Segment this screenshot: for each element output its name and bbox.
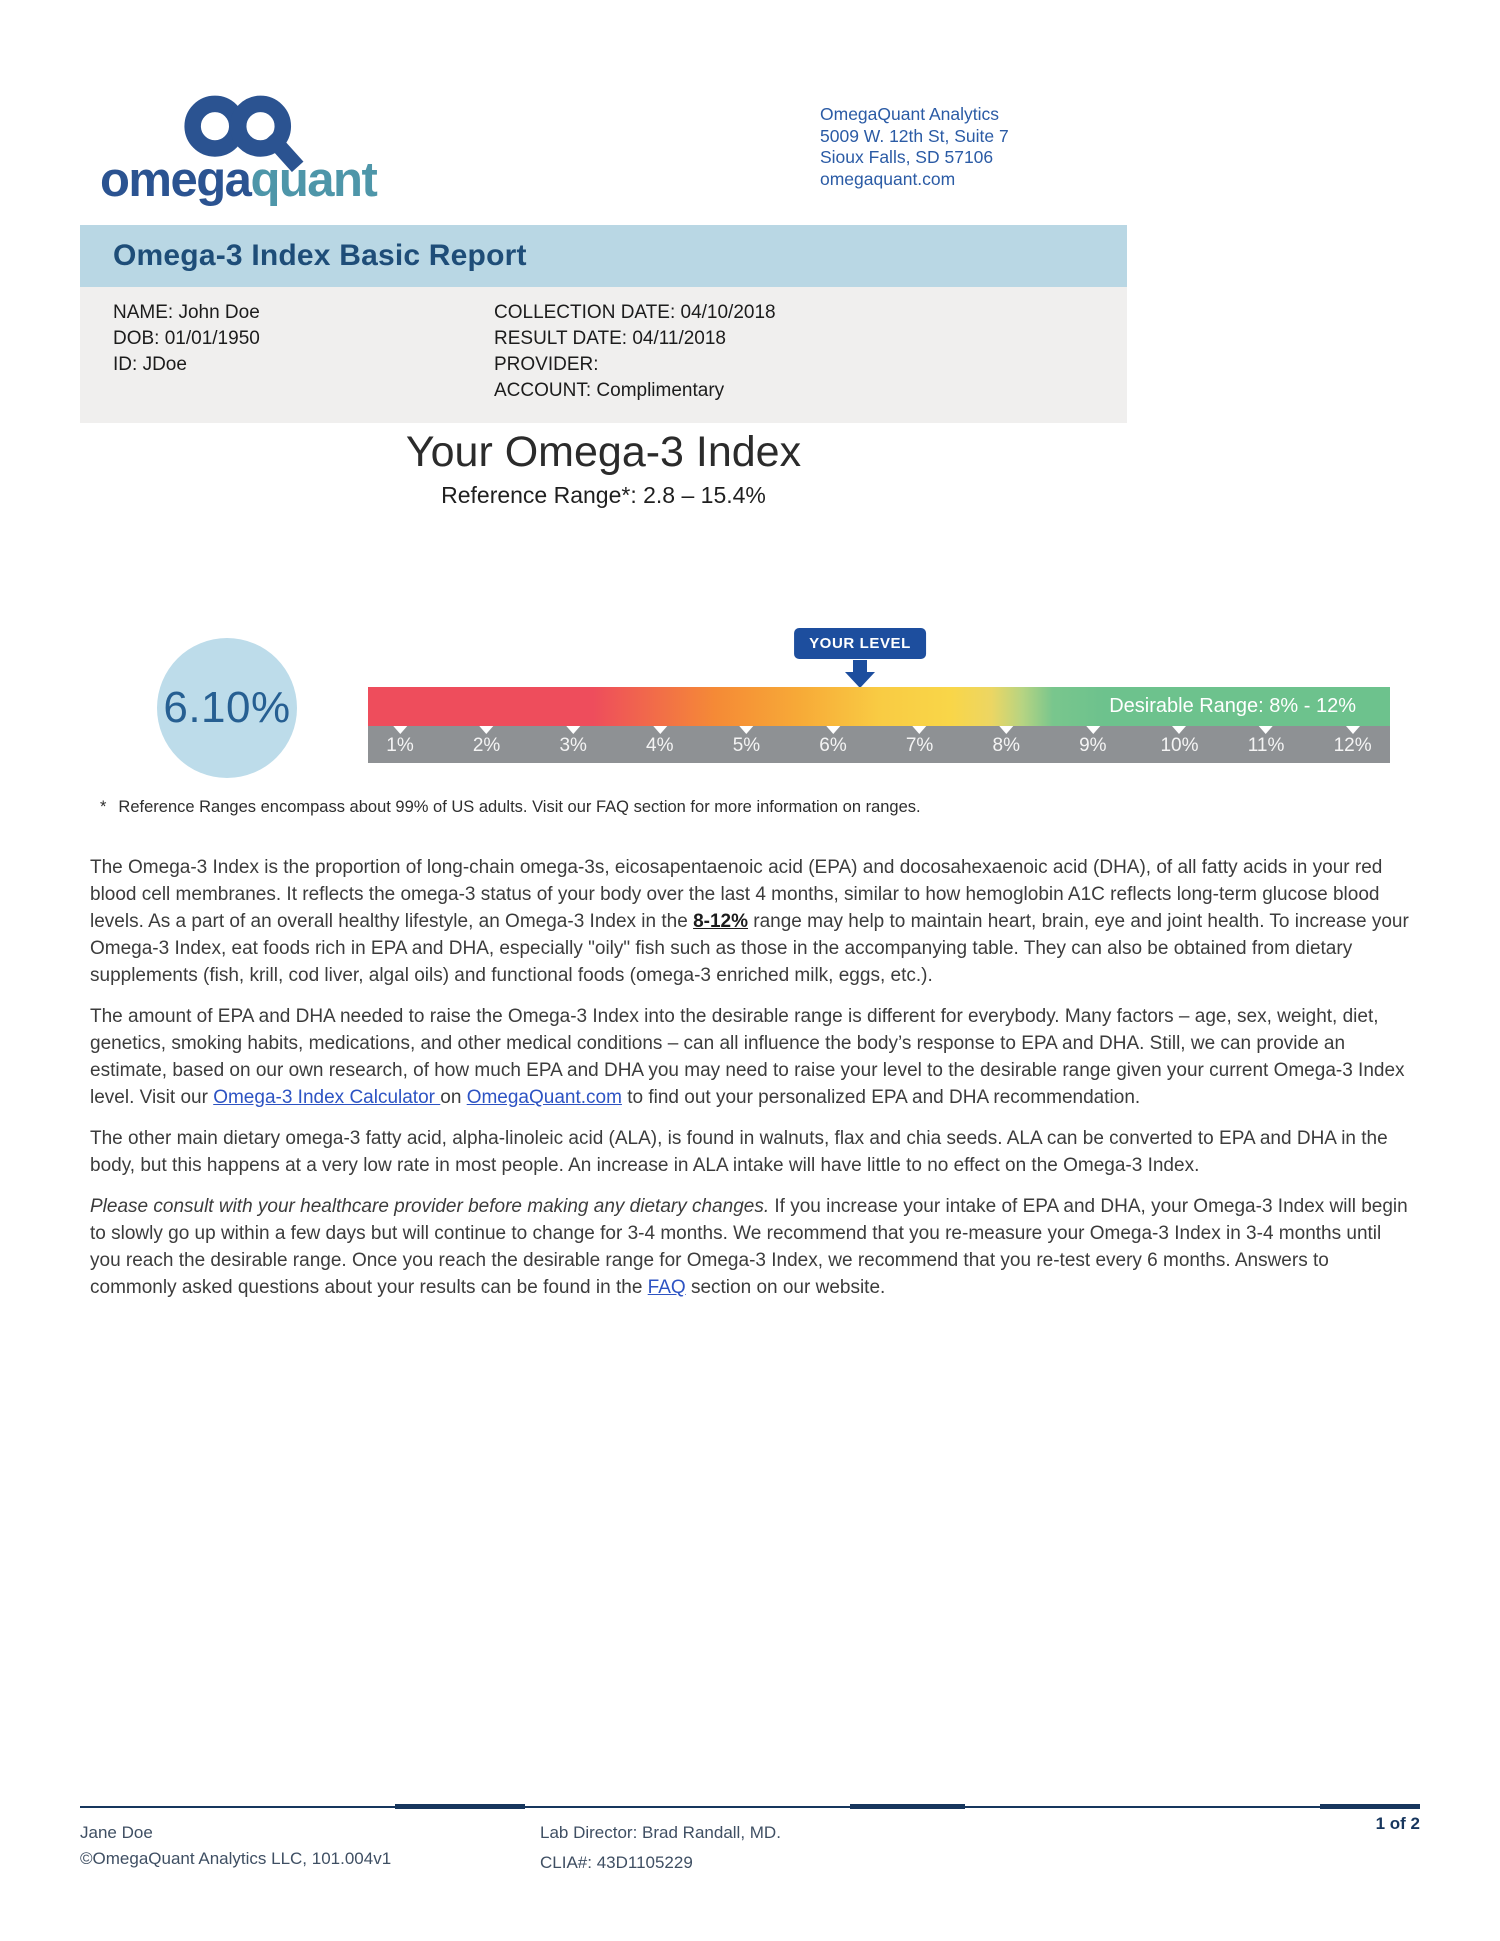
collection-date-value: 04/10/2018 — [680, 302, 776, 323]
p4-italic-disclaimer: Please consult with your healthcare provider before making any dietary changes. — [90, 1196, 770, 1217]
footer-lab-director: Lab Director: Brad Randall, MD. — [540, 1823, 781, 1842]
p2-text-c: to find out your personalized EPA and DHA recommendation. — [621, 1087, 1141, 1108]
result-date-value: 04/11/2018 — [632, 328, 726, 349]
patient-info-box — [80, 287, 1127, 423]
tick-triangle-icon — [653, 726, 667, 734]
tick-triangle-icon — [566, 726, 580, 734]
patient-dob-value: 01/01/1950 — [164, 328, 260, 349]
result-date-label: RESULT DATE: — [494, 328, 633, 349]
p1-text-b: range may help to maintain heart, brain, eye and joint health. To increase your Omega-3 Index, eat foods rich in EPA and DHA, especially "oily" fish such as those in the accompanying table. They can also be obtained from dietary supplements (fish, krill, cod liver, algal oils) and functional foods (omega-3 enriched milk, eggs, etc.). — [90, 911, 1409, 986]
paragraph-retest-advice — [90, 1193, 1416, 1301]
tick-triangle-icon — [826, 726, 840, 734]
paragraph-ala — [90, 1125, 1416, 1179]
address-line-street: 5009 W. 12th St, Suite 7 — [820, 125, 1009, 146]
tick-triangle-icon — [393, 726, 407, 734]
tick-triangle-icon — [739, 726, 753, 734]
footer-divider-segment — [850, 1804, 965, 1809]
account-label: ACCOUNT: — [494, 380, 597, 401]
patient-id-value: JDoe — [142, 354, 187, 375]
your-level-badge — [794, 628, 926, 659]
paragraph-omega3-overview — [90, 854, 1416, 989]
patient-info-left-column — [113, 300, 260, 378]
p3-text: The other main dietary omega-3 fatty acid, alpha-linoleic acid (ALA), is found in walnuts, flax and chia seeds. ALA can be converted to EPA and DHA in the body, but this happens at a very low rate in most people. An increase in ALA intake will have little to no effect on the Omega-3 Index. — [90, 1128, 1388, 1176]
reference-range-subtitle: Reference Range*: 2.8 – 15.4% — [441, 482, 766, 508]
tick-triangle-icon — [1346, 726, 1360, 734]
account-value: Complimentary — [596, 380, 725, 401]
provider-row — [494, 352, 776, 378]
gauge-tick-3: 3% — [559, 726, 586, 757]
gauge-tick-band — [368, 726, 1390, 763]
p1-range-emphasis: 8-12% — [693, 911, 748, 932]
gauge-tick-2: 2% — [473, 726, 500, 757]
tick-triangle-icon — [1086, 726, 1100, 734]
report-title: Omega-3 Index Basic Report — [113, 239, 527, 272]
gauge-tick-1: 1% — [386, 726, 413, 757]
p1-text-a: The Omega-3 Index is the proportion of long-chain omega-3s, eicosapentaenoic acid (EPA) and docosahexaenoic acid (DHA), of all fatty acids in your red blood cell membranes. It reflects the omega-3 status of your body over the last 4 months, similar to how hemoglobin A1C reflects long-term glucose blood levels. As a part of an overall healthy lifestyle, an Omega-3 Index in the — [90, 857, 1383, 932]
omega3-index-value: 6.10% — [163, 683, 291, 732]
your-level-label: YOUR LEVEL — [809, 635, 911, 652]
reference-range-footnote — [100, 798, 921, 817]
gauge-tick-11: 11% — [1248, 726, 1285, 757]
result-heading: Your Omega-3 Index — [405, 428, 802, 476]
collection-date-label: COLLECTION DATE: — [494, 302, 681, 323]
p4-text-a: If you increase your intake of EPA and DHA, your Omega-3 Index will begin to slowly go up within a few days but will continue to change for 3-4 months. We recommend that you re-measure your Omega-3 Index in 3-4 months until you reach the desirable range. Once you reach the desirable range for Omega-3 Index, we recommend that you re-test every 6 months. Answers to commonly asked questions about your results can be found in the — [90, 1196, 1408, 1298]
omegaquant-wordmark — [100, 153, 377, 207]
patient-dob-row — [113, 326, 260, 352]
account-row — [494, 378, 776, 404]
report-title-bar — [80, 225, 1127, 287]
footer-divider-segment — [395, 1804, 525, 1809]
wordmark-omega: omega — [100, 153, 251, 207]
omega3-index-gauge — [368, 687, 1390, 763]
gauge-gradient-band — [368, 687, 1390, 726]
tick-triangle-icon — [1172, 726, 1186, 734]
omega3-index-value-circle — [157, 638, 297, 778]
patient-name-row — [113, 300, 260, 326]
footer-provider-name: Jane Doe — [80, 1823, 153, 1842]
tick-triangle-icon — [1259, 726, 1273, 734]
patient-info-right-column — [494, 300, 776, 404]
arrow-stem — [853, 660, 867, 672]
footnote-asterisk: * — [100, 798, 107, 816]
collection-date-row — [494, 300, 776, 326]
wordmark-quant: quant — [250, 153, 377, 207]
footer-copyright: ©OmegaQuant Analytics LLC, 101.004v1 — [80, 1849, 392, 1868]
footer-clia-number: CLIA#: 43D1105229 — [540, 1853, 693, 1872]
tick-triangle-icon — [480, 726, 494, 734]
paragraph-epa-dha-estimate — [90, 1003, 1416, 1111]
patient-name-value: John Doe — [178, 302, 260, 323]
p4-text-b: section on our website. — [685, 1277, 886, 1298]
footer-center-block — [540, 1820, 781, 1876]
footnote-text: Reference Ranges encompass about 99% of US adults. Visit our FAQ section for more information on ranges. — [118, 798, 921, 816]
footer-divider-segment — [1320, 1804, 1420, 1809]
company-address-block — [820, 104, 1009, 190]
gauge-tick-5: 5% — [733, 726, 760, 757]
address-line-city: Sioux Falls, SD 57106 — [820, 147, 994, 167]
p2-text-a: The amount of EPA and DHA needed to raise the Omega-3 Index into the desirable range is different for everybody. Many factors – age, sex, weight, diet, genetics, smoking habits, medications, and other medical conditions – can all influence the body’s response to EPA and DHA. Still, we can provide an estimate, based on our own research, of how much EPA and DHA you may need to raise your level to the desirable range given your current Omega-3 Index level. Visit our — [90, 1006, 1405, 1108]
omega3-index-calculator-link[interactable]: Omega-3 Index Calculator — [213, 1087, 441, 1108]
gauge-tick-7: 7% — [906, 726, 933, 757]
address-line-company: OmegaQuant Analytics — [820, 104, 999, 124]
footer-left-block — [80, 1820, 391, 1872]
patient-id-label: ID: — [113, 354, 143, 375]
result-date-row — [494, 326, 776, 352]
gauge-tick-9: 9% — [1079, 726, 1106, 757]
arrow-head — [845, 672, 875, 688]
tick-triangle-icon — [913, 726, 927, 734]
gauge-tick-4: 4% — [646, 726, 673, 757]
desirable-range-label: Desirable Range: 8% - 12% — [1109, 695, 1356, 717]
gauge-tick-8: 8% — [993, 726, 1020, 757]
gauge-tick-6: 6% — [819, 726, 846, 757]
report-body-text — [90, 854, 1416, 1315]
p2-text-b: on — [440, 1087, 467, 1108]
gauge-tick-10: 10% — [1160, 726, 1198, 757]
patient-dob-label: DOB: — [113, 328, 165, 349]
your-level-arrow-icon — [845, 660, 875, 688]
address-line-website: omegaquant.com — [820, 168, 956, 189]
faq-link[interactable]: FAQ — [647, 1277, 686, 1298]
page-number: 1 of 2 — [1375, 1814, 1420, 1833]
tick-triangle-icon — [999, 726, 1013, 734]
patient-name-label: NAME: — [113, 302, 179, 323]
footer-divider-line — [80, 1806, 1420, 1808]
patient-id-row — [113, 352, 260, 378]
provider-label: PROVIDER: — [494, 354, 599, 375]
omegaquant-com-link[interactable]: OmegaQuant.com — [466, 1087, 622, 1108]
gauge-tick-12: 12% — [1334, 726, 1372, 757]
